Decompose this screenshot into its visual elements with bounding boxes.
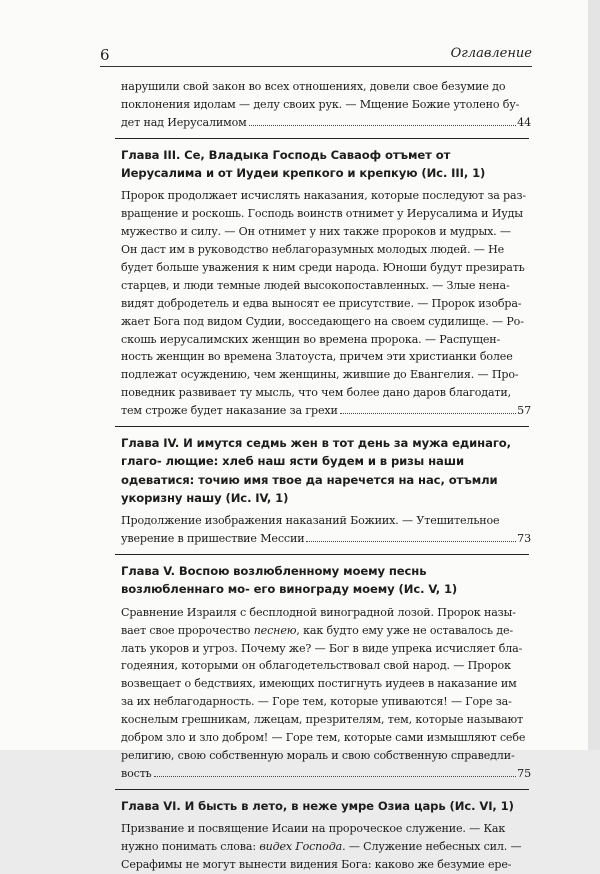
- toc-entry: [121, 434, 531, 548]
- summary-line: добром зло и зло добром! — Горе тем, которые сами измышляют себе: [121, 731, 526, 745]
- summary-line: нужно понимать слова: видех Господа. — Служение небесных сил. —: [121, 839, 522, 853]
- summary-line: вращение и роскошь. Господь воинств отнимет у Иерусалима и Иуды: [121, 207, 523, 221]
- summary-line: годеяния, которыми он облагодетельствовал свой народ. — Пророк: [121, 659, 511, 673]
- page-edge: [588, 0, 600, 750]
- summary-line: Продолжение изображения наказаний Божиих. — Утешительное: [121, 514, 500, 528]
- summary-line: Сравнение Израиля с бесплодной виноградной лозой. Пророк назы-: [121, 605, 516, 619]
- toc-entry: [121, 78, 531, 132]
- chapter-summary: [121, 604, 531, 783]
- entry-separator: [115, 789, 529, 790]
- summary-line: Пророк продолжает исчислять наказания, которые последуют за раз-: [121, 189, 526, 203]
- page-reference: 57: [517, 404, 531, 418]
- chapter-summary: [121, 78, 531, 132]
- summary-line: тем строже будет наказание за грехи: [121, 404, 338, 418]
- summary-line: старцев, и люди темные людей высокопоставленных. — Злые нена-: [121, 278, 510, 292]
- summary-last-line: [121, 114, 531, 132]
- emphasis: видех Господа: [259, 839, 343, 853]
- chapter-summary: [121, 187, 531, 420]
- page-reference: 73: [517, 532, 531, 546]
- chapter-title: Глава V. Воспою возлюбленному моему песнь возлюбленнаго мо- его винограду моему (Ис. V, 1): [121, 564, 458, 597]
- summary-line: видят добродетель и едва выносят ее присутствие. — Пророк изобра-: [121, 296, 522, 310]
- summary-line: лать укоров и угроз. Почему же? — Бог в виде упрека исчисляет бла-: [121, 641, 523, 655]
- dot-leader: [249, 124, 517, 126]
- chapter-summary: [121, 820, 531, 874]
- summary-line: будет больше уважения к ним среди народа. Юноши будут презирать: [121, 260, 525, 274]
- entry-separator: [115, 426, 529, 427]
- running-title: Оглавление: [450, 46, 532, 61]
- chapter-title: Глава IV. И имутся седмь жен в тот день за мужа единаго, глаго- лющие: хлеб наш ясти будем и в ризы наши одеватися: точию имя твое да наречется на нас, отъмли укоризну нашу (Ис. IV, 1): [121, 436, 511, 505]
- summary-line: ность женщин во времена Златоуста, причем эти христианки более: [121, 350, 513, 364]
- table-of-contents: [121, 78, 531, 874]
- summary-line: возвещает о бедствиях, имеющих постигнуть иудеев в наказание им: [121, 677, 517, 691]
- summary-line: коснелым грешникам, лжецам, презрителям, тем, которые называют: [121, 713, 523, 727]
- summary-last-line: [121, 530, 531, 548]
- summary-line: поклонения идолам — делу своих рук. — Мщение Божие утолено бу-: [121, 97, 520, 111]
- toc-entry: [121, 146, 531, 420]
- page-number: 6: [100, 46, 110, 64]
- header-rule: [100, 66, 532, 67]
- entry-separator: [115, 138, 529, 139]
- summary-line: жает Бога под видом Судии, восседающего на своем судилище. — Ро-: [121, 314, 524, 328]
- summary-line: скошь иерусалимских женщин во времена пророка. — Распущен-: [121, 332, 501, 346]
- emphasis: песнею: [253, 623, 297, 637]
- chapter-summary: [121, 512, 531, 548]
- page-header: [100, 46, 532, 68]
- page-reference: 75: [517, 766, 531, 780]
- summary-line: поведник развивает ту мысль, что чем более дано даров благодати,: [121, 386, 512, 400]
- toc-entry: [121, 797, 531, 874]
- dot-leader: [340, 412, 516, 414]
- summary-line: мужество и силу. — Он отнимет у них также пророков и мудрых. —: [121, 225, 511, 239]
- summary-line: Призвание и посвящение Исаии на пророческое служение. — Как: [121, 822, 506, 836]
- summary-line: вает свое пророчество песнею, как будто ему уже не оставалось де-: [121, 623, 513, 637]
- summary-line: подлежат осуждению, чем женщины, жившие до Евангелия. — Про-: [121, 368, 519, 382]
- summary-line: уверение в пришествие Мессии: [121, 532, 305, 546]
- chapter-title: Глава III. Се, Владыка Господь Саваоф отъмет от Иерусалима и от Иудеи крепкого и крепкую (Ис. III, 1): [121, 147, 486, 181]
- summary-line: вость: [121, 766, 152, 780]
- entry-separator: [115, 554, 529, 555]
- summary-line: религию, свою собственную мораль и свою собственную справедли-: [121, 748, 515, 762]
- summary-line: Серафимы не могут вынести видения Бога: каково же безумие ере-: [121, 857, 512, 871]
- summary-line: за их неблагодарность. — Горе тем, которые упиваются! — Горе за-: [121, 695, 512, 709]
- summary-line: Он даст им в руководство неблагоразумных молодых людей. — Не: [121, 243, 505, 257]
- chapter-title: Глава VI. И бысть в лето, в неже умре Озиа царь (Ис. VI, 1): [121, 798, 514, 813]
- summary-line: нарушили свой закон во всех отношениях, довели свое безумие до: [121, 80, 506, 93]
- dot-leader: [306, 540, 516, 542]
- page-reference: 44: [517, 115, 531, 129]
- summary-last-line: [121, 402, 531, 420]
- dot-leader: [154, 775, 517, 777]
- summary-line: дет над Иерусалимом: [121, 115, 247, 129]
- summary-last-line: [121, 765, 531, 783]
